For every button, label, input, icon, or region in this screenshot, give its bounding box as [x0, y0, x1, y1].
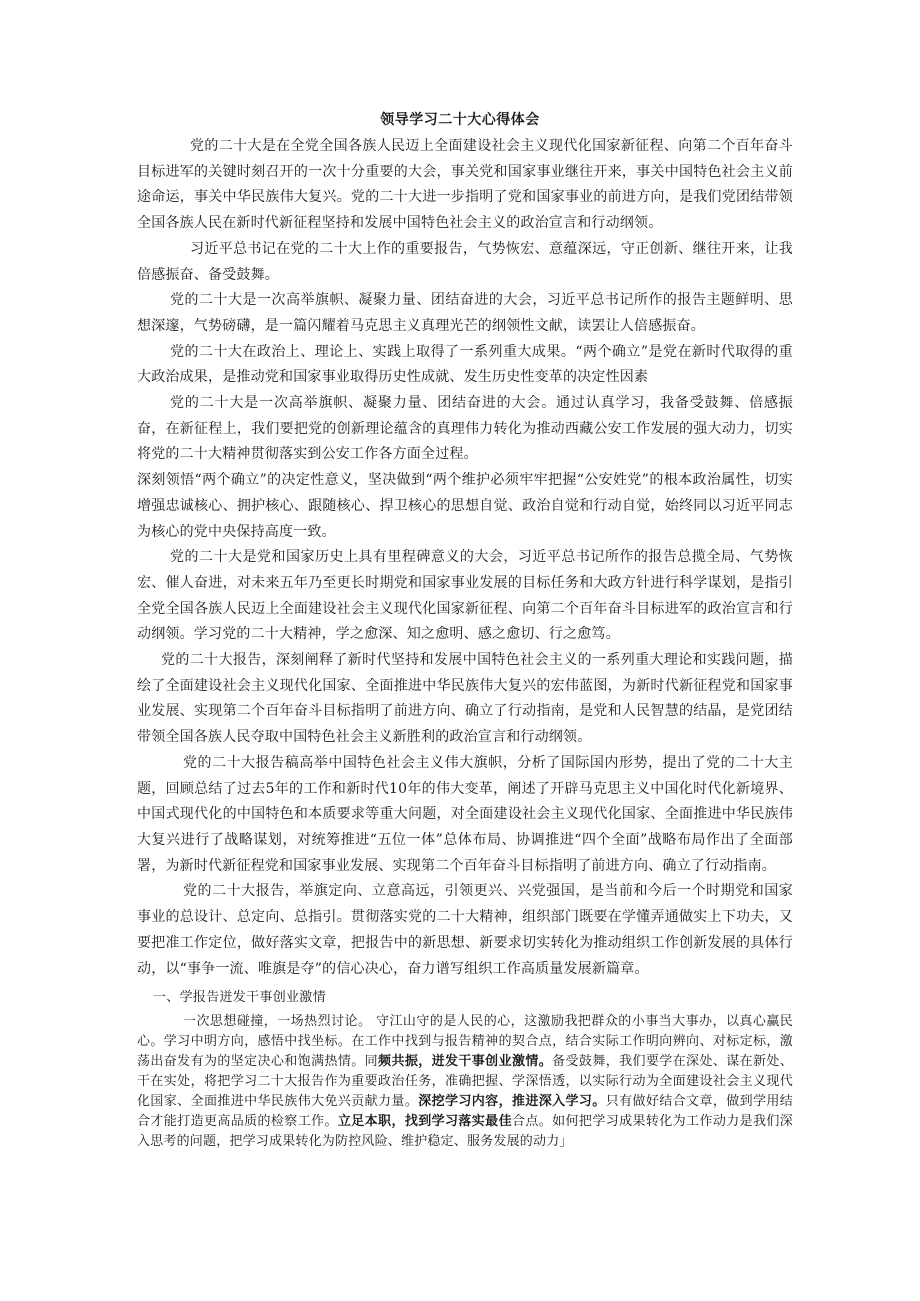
paragraph: 党的二十大是在全党全国各族人民迈上全面建设社会主义现代化国家新征程、向第二个百年奋斗目标进军的关键时刻召开的一次十分重要的大会，事关党和国家事业继往开来，事关中国特色社会主义前途命运，事关中华民族伟大复兴。党的二十大进一步指明了党和国家事业的前进方向，是我们党团结带领全国各族人民在新时代新征程坚持和发展中国特色社会主义的政治宣言和行动纲领。: [137, 138, 793, 232]
paragraph: 党的二十大在政治上、理论上、实践上取得了一系列重大成果。“两个确立”是党在新时代取得的重大政治成果，是推动党和国家事业取得历史性成就、发生历史性变革的决定性因素: [137, 343, 793, 386]
document-title: 领导学习二十大心得体会: [380, 112, 540, 128]
paragraph: 党的二十大是党和国家历史上具有里程碑意义的大会，习近平总书记所作的报告总揽全局、气势恢宏、催人奋进，对未来五年乃至更长时期党和国家事业发展的目标任务和大政方针进行科学谋划，是指引全党全国各族人民迈上全面建设社会主义现代化国家新征程、向第二个百年奋斗目标进军的政治宣言和行动纲领。学习党的二十大精神，学之愈深、知之愈明、感之愈切、行之愈笃。: [137, 549, 793, 643]
text-run: 合点。如何把学习成果转化为工作动力是我们深入思考的问题，把学习成果转化为防控风险、维护稳定、服务发展的动力」: [137, 1114, 793, 1149]
bold-text-run: 深挖学习内容，推进深入学习。: [418, 1094, 606, 1109]
bold-text-run: 立足本职，找到学习落实最佳: [337, 1114, 512, 1129]
section-heading: 一、学报告迸发干事创业激情: [153, 990, 326, 1005]
bold-text-run: 频共振，迸发干事创业激情。: [378, 1054, 553, 1069]
paragraph: 党的二十大报告稿高举中国特色社会主义伟大旗帜，分析了国际国内形势，提出了党的二十大主题，回顾总结了过去5年的工作和新时代10年的伟大变革，阐述了开辟马克思主义中国化时代化新境界、中国式现代化的中国特色和本质要求等重大问题，对全面建设社会主义现代化国家、全面推进中华民族伟大复兴进行了战略谋划，对统筹推进“五位一体”总体布局、协调推进“四个全面”战略布局作出了全面部署，为新时代新征程党和国家事业发展、实现第二个百年奋斗目标指明了前进方向、确立了行动指南。: [137, 754, 793, 874]
section-paragraph: [137, 1012, 793, 1152]
paragraph: 党的二十大是一次高举旗帜、凝聚力量、团结奋进的大会。通过认真学习，我备受鼓舞、倍感振奋，在新征程上，我们要把党的创新理论蕴含的真理伟力转化为推动西藏公安工作发展的强大动力，切实将党的二十大精神贯彻落实到公安工作各方面全过程。: [137, 395, 793, 463]
paragraph: 党的二十大报告，举旗定向、立意高远，引领更兴、兴党强国，是当前和今后一个时期党和国家事业的总设计、总定向、总指引。贯彻落实党的二十大精神，组织部门既要在学懂弄通做实上下功夫，又要把准工作定位，做好落实文章，把报告中的新思想、新要求切实转化为推动组织工作创新发展的具体行动，以“事争一流、唯旗是夺”的信心决心，奋力谱写组织工作高质量发展新篇章。: [137, 883, 793, 977]
paragraph: 习近平总书记在党的二十大上作的重要报告，气势恢宏、意蕴深远，守正创新、继往开来，让我倍感振奋、备受鼓舞。: [137, 240, 793, 283]
section-body: [137, 1012, 793, 1152]
paragraph: 党的二十大报告，深刻阐释了新时代坚持和发展中国特色社会主义的一系列重大理论和实践问题，描绘了全面建设社会主义现代化国家、全面推进中华民族伟大复兴的宏伟蓝图，为新时代新征程党和国家事业发展、实现第二个百年奋斗目标指明了前进方向、确立了行动指南，是党和人民智慧的结晶，是党团结带领全国各族人民夺取中国特色社会主义新胜利的政治宣言和行动纲领。: [137, 652, 793, 746]
paragraph: 深刻领悟“两个确立”的决定性意义，坚决做到“两个维护必须牢牢把握“公安姓党”的根本政治属性，切实增强忠诚核心、拥护核心、跟随核心、捍卫核心的思想自觉、政治自觉和行动自觉，始终同以习近平同志为核心的党中央保持高度一致。: [137, 472, 793, 540]
text-run: 一次思想碰撞，一场热烈讨论。 守江山守的是人民的心，这激励我把群众的小事当大事办，以真心赢民心。学习中明方向，感悟中找坐标。在工作中找到与报告精神的契合点，结合实际工作明向辨向、对标定标，激荡出奋发有为的坚定决心和饱满热情。同: [137, 1014, 793, 1069]
text-run: 备受鼓舞，我们要学在深处、谋在新处、干在实处，将把学习二十大报告作为重要政治任务，准确把握、学深悟透，以实际行动为全面建设社会主义现代化国家、全面推进中华民族伟大免兴贡献力量。: [137, 1054, 793, 1109]
document-body: [137, 134, 793, 982]
text-run: 只有做好结合文章，做到学用结合才能打造更高品质的检察工作。: [137, 1094, 793, 1129]
paragraph: 党的二十大是一次高举旗帜、凝聚力量、团结奋进的大会，习近平总书记所作的报告主题鲜明、思想深邃，气势磅礴，是一篇闪耀着马克思主义真理光芒的纲领性文献，读罢让人倍感振奋。: [137, 292, 793, 334]
